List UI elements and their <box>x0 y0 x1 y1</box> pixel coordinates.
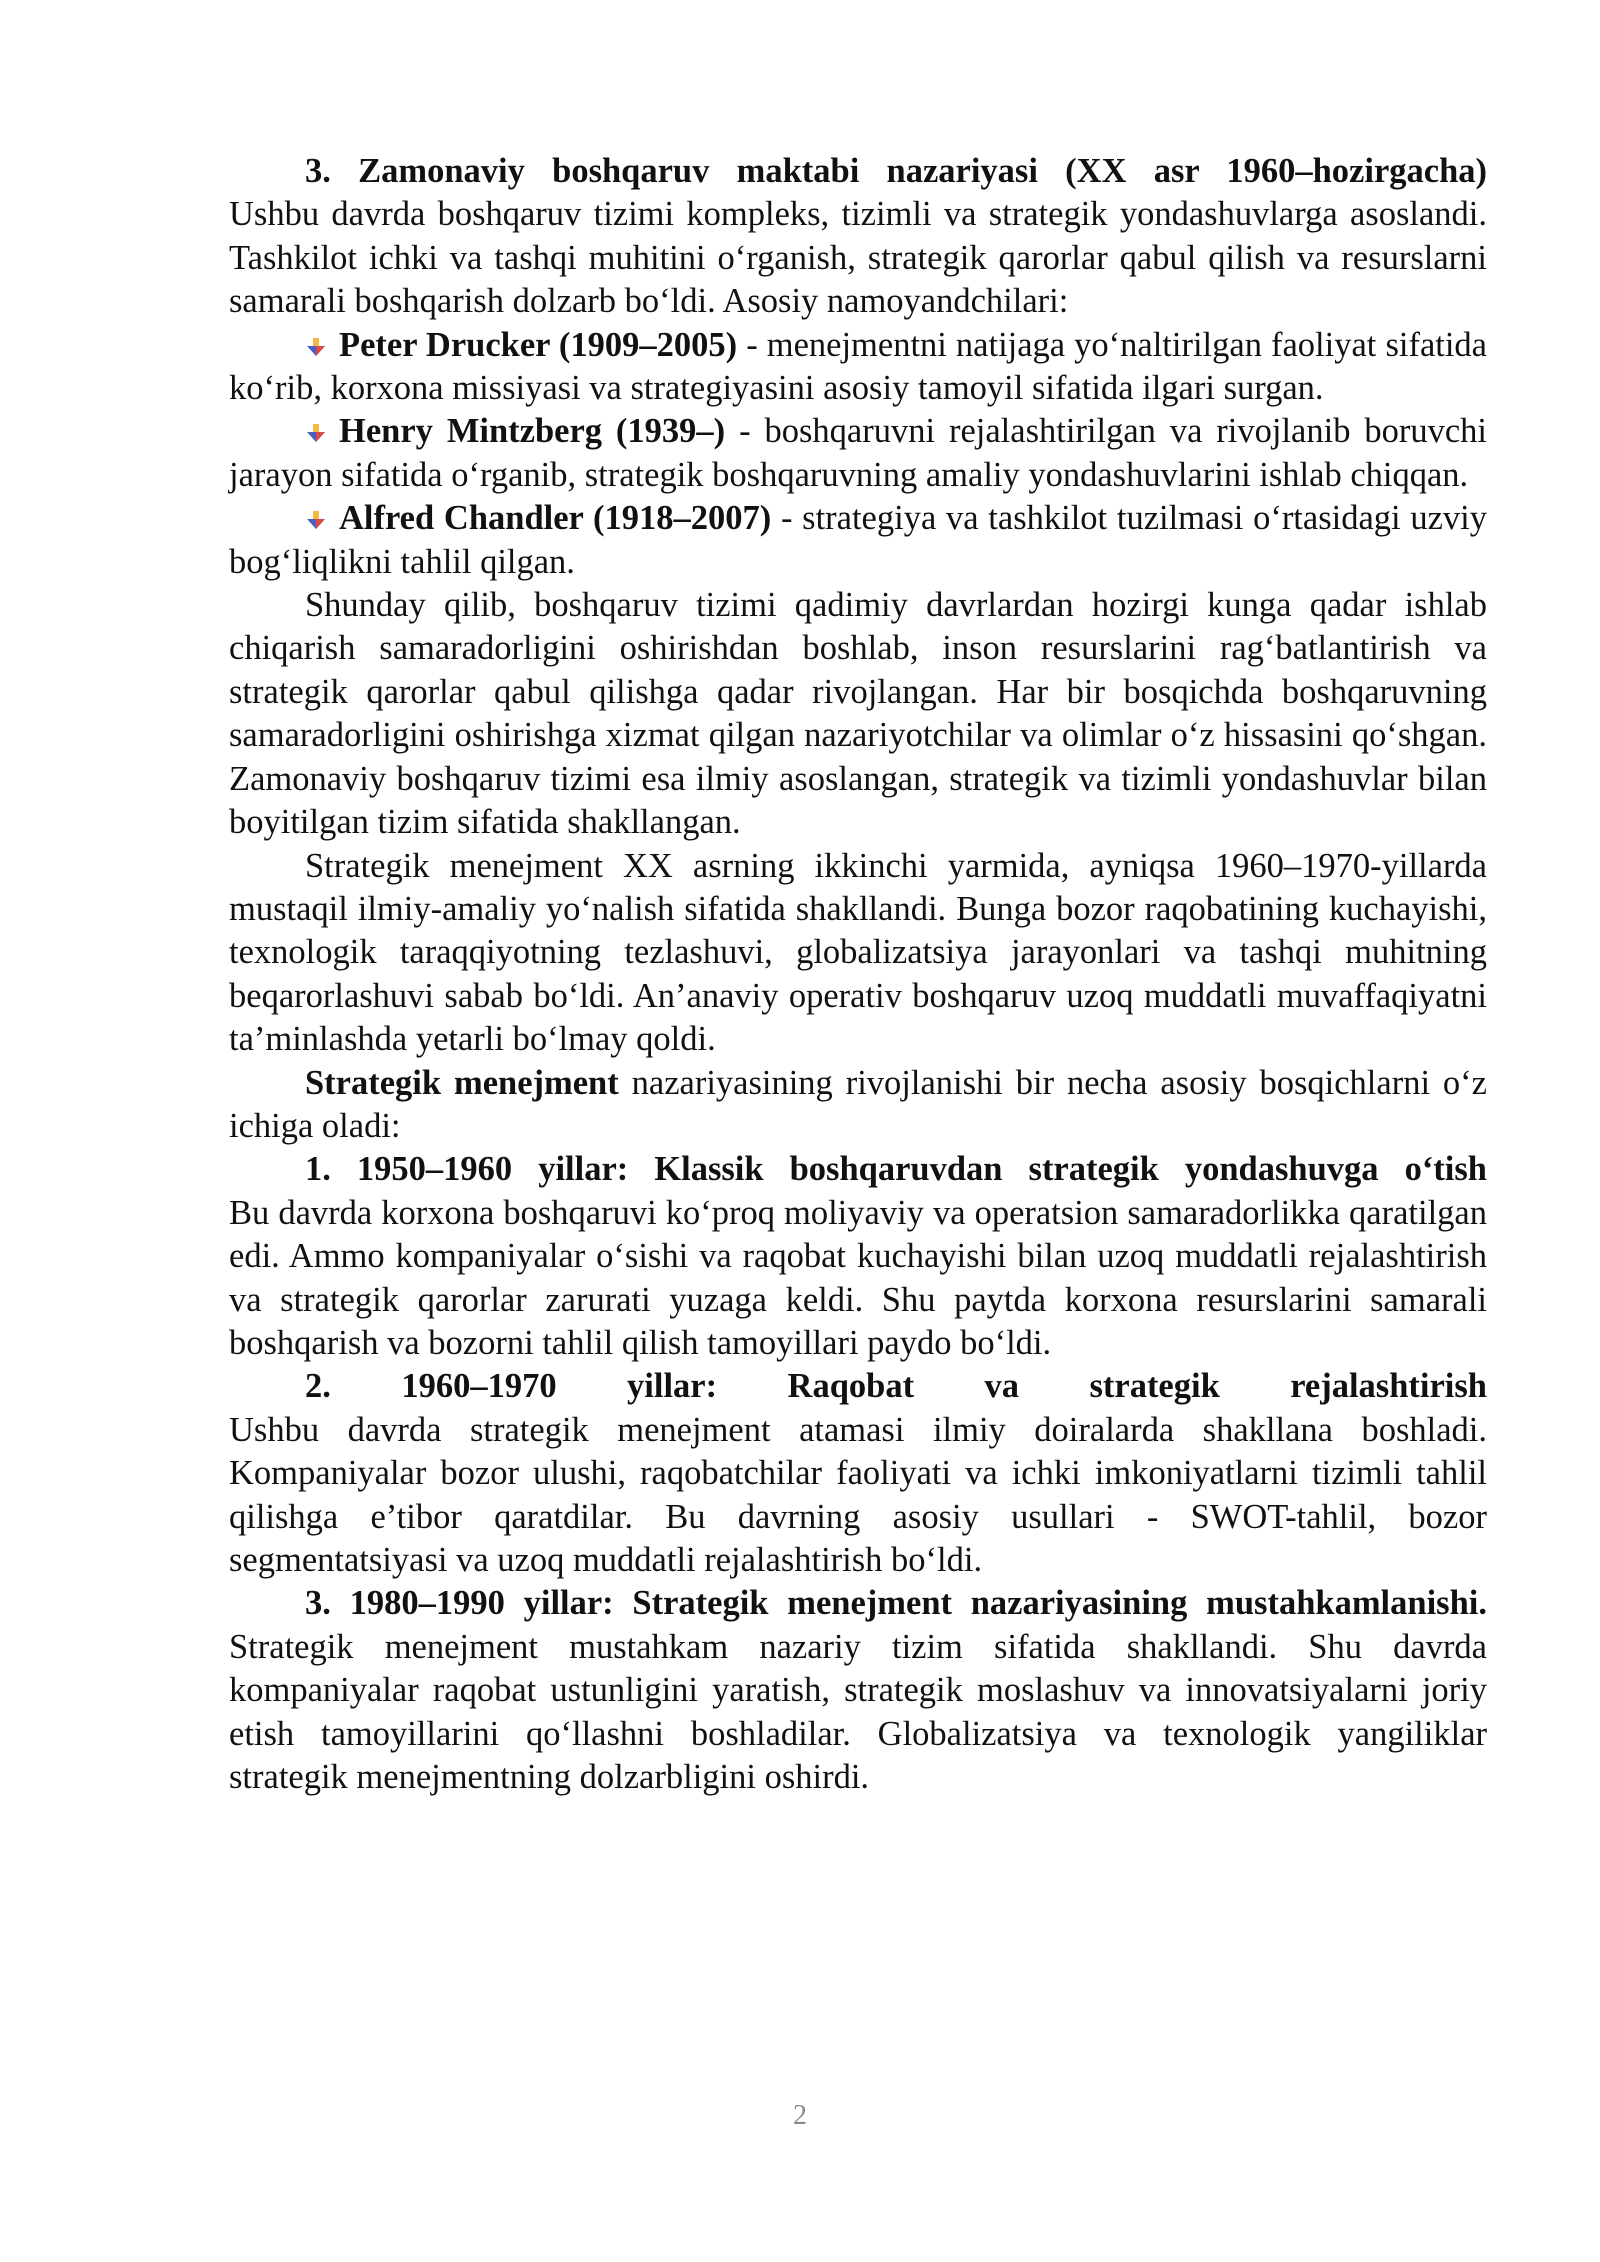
bullet-item-drucker: Peter Drucker (1909–2005) - menejmentni natijaga yo‘naltirilgan faoliyat sifatida ko‘rib, korxona missiyasi va strategiyasini asosiy tamoyil sifatida ilgari surgan. <box>229 325 1487 408</box>
stage-1-text: Bu davrda korxona boshqaruvi ko‘proq moliyaviy va operatsion samaradorlikka qaratilgan edi. Ammo kompaniyalar o‘sishi va raqobat kuchayishi bilan uzoq muddatli rejalashtirish va strategik qarorlar zarurati yuzaga keldi. Shu paytda korxona resurslarini samarali boshqarish va bozorni tahlil qilish tamoyillari paydo bo‘ldi. <box>229 1193 1487 1362</box>
page-number: 2 <box>793 2100 807 2131</box>
arrow-bullet-icon <box>305 423 327 443</box>
stage-2-heading: 2. 1960–1970 yillar: Raqobat va strategik rejalashtirish <box>305 1367 1487 1406</box>
arrow-bullet-icon <box>305 337 327 357</box>
strategic-management-paragraph: Strategik menejment XX asrning ikkinchi yarmida, ayniqsa 1960–1970-yillarda mustaqil ilmiy-amaliy yo‘nalish sifatida shakllandi. Bunga bozor raqobatining kuchayishi, texnologik taraqqiyotning tezlashuvi, globalizatsiya jarayonlari va tashqi muhitning beqarorlashuvi sabab bo‘ldi. An’anaviy operativ boshqaruv uzoq muddatli muvaffaqiyatni ta’minlashda yetarli bo‘lmay qoldi. <box>229 846 1487 1059</box>
stages-intro-paragraph: Strategik menejment nazariyasining rivojlanishi bir necha asosiy bosqichlarni o‘z ichiga oladi: <box>229 1063 1487 1145</box>
arrow-bullet-icon <box>305 510 327 530</box>
stage-2-text: Ushbu davrda strategik menejment atamasi ilmiy doiralarda shakllana boshladi. Kompaniyalar bozor ulushi, raqobatchilar faoliyati va ichki imkoniyatlarni tizimli tahlil qilishga e’tibor qaratdilar. Bu davrning asosiy usullari - SWOT-tahlil, bozor segmentatsiyasi va uzoq muddatli rejalashtirish bo‘ldi. <box>229 1410 1487 1579</box>
stage-1-heading: 1. 1950–1960 yillar: Klassik boshqaruvdan strategik yondashuvga o‘tish <box>305 1150 1487 1189</box>
bullet-item-mintzberg: Henry Mintzberg (1939–) - boshqaruvni rejalashtirilgan va rivojlanib boruvchi jarayon sifatida o‘rganib, strategik boshqaruvning amaliy yondashuvlarini ishlab chiqqan. <box>229 412 1488 494</box>
summary-paragraph: Shunday qilib, boshqaruv tizimi qadimiy davrlardan hozirgi kunga qadar ishlab chiqarish samaradorligini oshirishdan boshlab, inson resurslarini rag‘batlantirish va strategik qarorlar qabul qilishga qadar rivojlangan. Har bir bosqichda boshqaruvning samaradorligini oshirishga xizmat qilgan nazariyotchilar va olimlar o‘z hissasini qo‘shgan. Zamonaviy boshqaruv tizimi esa ilmiy asoslangan, strategik va tizimli yondashuvlar bilan boyitilgan tizim sifatida shakllangan. <box>229 586 1487 842</box>
bullet-item-chandler: Alfred Chandler (1918–2007) - strategiya va tashkilot tuzilmasi o‘rtasidagi uzviy bog‘liqlikni tahlil qilgan. <box>229 499 1487 581</box>
section-3-text: Ushbu davrda boshqaruv tizimi kompleks, tizimli va strategik yondashuvlarga asoslandi. Tashkilot ichki va tashqi muhitini o‘rganish, strategik qarorlar qabul qilish va resurslarni samarali boshqarish dolzarb bo‘ldi. Asosiy namoyandchilari: <box>229 195 1487 321</box>
stage-3-paragraph: 3. 1980–1990 yillar: Strategik menejment nazariyasining mustahkamlanishi. Strategik menejment mustahkam nazariy tizim sifatida shakllandi. Shu davrda kompaniyalar raqobat ustunligini yaratish, strategik moslashuv va innovatsiyalarni joriy etish tamoyillarini qo‘llashni boshladilar. Globalizatsiya va texnologik yangiliklar strategik menejmentning dolzarbligini oshirdi. <box>229 1584 1487 1797</box>
document-page <box>229 150 1487 1799</box>
section-3-heading: 3. Zamonaviy boshqaruv maktabi nazariyasi (XX asr 1960–hozirgacha) <box>305 152 1487 190</box>
